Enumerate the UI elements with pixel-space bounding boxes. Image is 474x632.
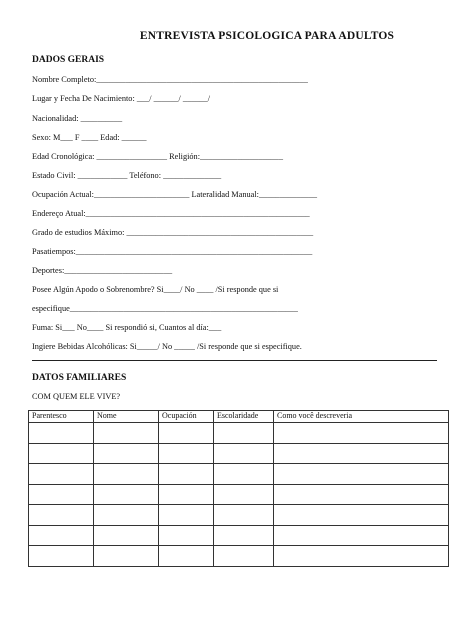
table-cell[interactable]: [274, 443, 449, 464]
table-cell[interactable]: [274, 484, 449, 505]
field-address[interactable]: Endereço Atual:______________________________________________________: [32, 209, 310, 218]
table-cell[interactable]: [29, 443, 94, 464]
field-alcohol[interactable]: Ingiere Bebidas Alcohólicas: Si_____/ No _____ /Si responde que si especifique.: [32, 342, 302, 351]
table-row: [29, 525, 449, 546]
table-row: [29, 505, 449, 526]
table-cell[interactable]: [94, 423, 159, 444]
field-nationality[interactable]: Nacionalidad: __________: [32, 114, 123, 123]
field-nickname-specify[interactable]: especifique_______________________________________________________: [32, 304, 298, 313]
field-full-name[interactable]: Nombre Completo:___________________________________________________: [32, 75, 308, 84]
table-cell[interactable]: [29, 525, 94, 546]
table-header-row: [29, 411, 449, 423]
column-header-description: Como você descreveria: [274, 411, 449, 423]
table-cell[interactable]: [29, 423, 94, 444]
family-table: [28, 410, 449, 567]
table-cell[interactable]: [94, 443, 159, 464]
table-cell[interactable]: [94, 505, 159, 526]
table-row: [29, 423, 449, 444]
table-cell[interactable]: [274, 464, 449, 485]
table-cell[interactable]: [29, 546, 94, 567]
field-sports[interactable]: Deportes:__________________________: [32, 266, 173, 275]
divider-line: [32, 360, 437, 361]
table-cell[interactable]: [159, 546, 214, 567]
table-cell[interactable]: [274, 525, 449, 546]
document-title: ENTREVISTA PSICOLOGICA PARA ADULTOS: [139, 30, 395, 42]
table-cell[interactable]: [214, 525, 274, 546]
field-smoking[interactable]: Fuma: Si___ No____ Si respondió si, Cuantos al día:___: [32, 323, 222, 332]
table-cell[interactable]: [214, 505, 274, 526]
column-header-education: Escolaridade: [214, 411, 274, 423]
table-cell[interactable]: [29, 505, 94, 526]
table-cell[interactable]: [159, 484, 214, 505]
table-cell[interactable]: [94, 484, 159, 505]
question-lives-with: COM QUEM ELE VIVE?: [32, 392, 121, 401]
field-sex-age[interactable]: Sexo: M___ F ____ Edad: ______: [32, 133, 147, 142]
table-cell[interactable]: [94, 464, 159, 485]
table-row: [29, 443, 449, 464]
table-cell[interactable]: [214, 546, 274, 567]
field-birth-place-date[interactable]: Lugar y Fecha De Nacimiento: ___/ ______/ ______/: [32, 94, 211, 103]
section-heading-general: DADOS GERAIS: [32, 55, 105, 65]
field-nickname[interactable]: Posee Algún Apodo o Sobrenombre? Si____/ No ____ /Si responde que si: [32, 285, 279, 294]
field-occupation-laterality[interactable]: Ocupación Actual:_______________________ Lateralidad Manual:______________: [32, 190, 318, 199]
table-cell[interactable]: [214, 464, 274, 485]
table-cell[interactable]: [94, 525, 159, 546]
column-header-relationship: Parentesco: [29, 411, 94, 423]
table-cell[interactable]: [274, 423, 449, 444]
field-age-religion[interactable]: Edad Cronológica: _________________ Religión:____________________: [32, 152, 283, 161]
section-heading-family: DATOS FAMILIARES: [32, 373, 127, 383]
table-cell[interactable]: [214, 423, 274, 444]
table-cell[interactable]: [159, 505, 214, 526]
field-education[interactable]: Grado de estudios Máximo: _____________________________________________: [32, 228, 314, 237]
table-cell[interactable]: [159, 464, 214, 485]
table-row: [29, 546, 449, 567]
table-cell[interactable]: [94, 546, 159, 567]
table-row: [29, 464, 449, 485]
table-cell[interactable]: [274, 546, 449, 567]
column-header-occupation: Ocupación: [159, 411, 214, 423]
table-cell[interactable]: [214, 484, 274, 505]
table-cell[interactable]: [29, 464, 94, 485]
table-cell[interactable]: [159, 443, 214, 464]
table-cell[interactable]: [159, 423, 214, 444]
column-header-name: Nome: [94, 411, 159, 423]
table-cell[interactable]: [274, 505, 449, 526]
field-hobbies[interactable]: Pasatiempos:_________________________________________________________: [32, 247, 313, 256]
table-cell[interactable]: [214, 443, 274, 464]
field-civil-status-phone[interactable]: Estado Civil: ____________ Teléfono: ______________: [32, 171, 222, 180]
table-cell[interactable]: [29, 484, 94, 505]
table-cell[interactable]: [159, 525, 214, 546]
table-row: [29, 484, 449, 505]
